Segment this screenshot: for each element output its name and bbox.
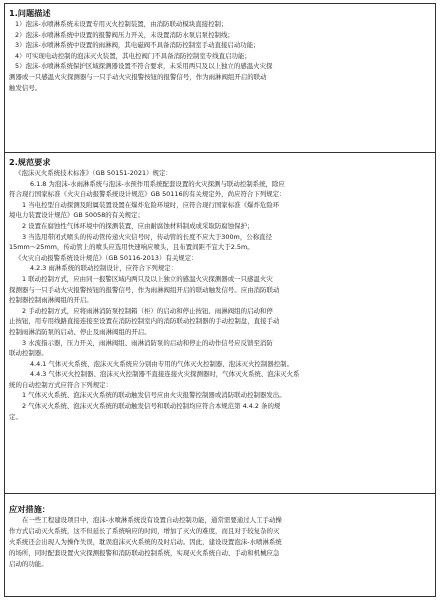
clause-line: 2 气体灭火系统、泡沫灭火系统的联动触发信号和联动控制均应符合本规范第 4.4.2 条的规 [22, 402, 281, 411]
clause-line: 1 联动控制方式，应由同一报警区域内两只及以上独立的感温火灾探测器或一只感温火灾 [22, 274, 273, 283]
clause-line: 3 水流指示器，压力开关，雨淋阀组、雨淋消防泵的启动和停止的动作信号应反馈至消防 [22, 338, 273, 347]
clause-line: 控制器控制雨淋阀组的开启。 [9, 296, 93, 305]
clause-line: 控制雨淋消防泵的启动、停止及雨淋阀组的开启。 [9, 327, 151, 336]
clause-line: 止按钮，用专用线路直接连接至设置在消防控制室内的消防联动控制器的手动控制盘，直接手动 [9, 317, 280, 326]
requirements-heading: 2.规范要求 [9, 157, 51, 167]
problem-line: 触发信号。 [9, 83, 42, 92]
problem-line: 5）泡沫-水喷淋系统保护区域探测器设置不符合要求，未采用两只及以上独立的感温火灾探 [15, 62, 273, 71]
measures-line: 火系统还会出现人为操作失误，耽误泡沫灭火系统的及时启动。因此，建设设置泡沫-水喷淋系统 [9, 538, 282, 546]
measures-heading: 应对措施： [9, 504, 50, 514]
clause-line: 符合现行国家标准《火灾自动报警系统设计规范》GB 50116的有关规定外，尚应符合下列规定： [9, 190, 286, 199]
standard-title: 《泡沫灭火系统技术标准》（GB 50151-2021）规定： [15, 169, 172, 177]
standard-title: 《火灾自动报警系统设计规范》（GB 50116-2013）有关规定： [15, 253, 198, 262]
clause-line: 1 当电控型自动探测及附属装置设置在爆炸危险环境时，应符合现行国家标准《爆炸危险环 [22, 200, 280, 209]
clause-line: 15mm～25mm，传动管上的喷头应选用快速响应喷头，且布置间距不宜大于2.5m。 [9, 243, 254, 252]
problem-section [5, 4, 435, 152]
clause-line: 3 当选用带闭式喷头的传动管传递火灾信号时，传动管的长度不应大于300m，公称直径 [22, 232, 273, 241]
problem-heading: 1.问题描述 [9, 8, 51, 18]
clause-line: 探测器与一只手动火灾报警按钮的报警信号，作为雨淋阀组开启的联动触发信号。应由消防联动 [9, 285, 280, 294]
clause-line: 2 设置在腐蚀性气体环境中的探测装置，应由耐腐蚀材料制成或采取防腐蚀保护； [22, 221, 254, 230]
requirements-section [5, 152, 435, 493]
clause-line: 境电力装置设计规范》GB 50058的有关规定； [9, 211, 144, 220]
clause-line: 1 气体灭火系统、泡沫灭火系统的联动触发信号应由火灾报警控制器或消防联动控制器发出。 [22, 391, 286, 400]
measures-line: 启动的功能。 [9, 560, 48, 568]
measures-line: 的场所，同时配套设置火灾探测报警和消防联动控制系统，实现灭火系统自动、手动和机械应急 [9, 549, 280, 557]
clause-line: 联动控制器。 [9, 349, 48, 358]
clause-line: 4.4.3 气体灭火控制器、泡沫灭火控制器不直接连接火灾探测器时，气体灭火系统、泡沫灭火系 [30, 370, 300, 379]
problem-line: 2）泡沫-水喷淋系统中设置的报警阀压力开关，未设置消防水泵启泵控制线； [15, 30, 234, 39]
clause-line: 4.4.1 气体灭火系统、泡沫灭火系统应分别由专用的气体灭火控制器、泡沫灭火控制器控制。 [30, 359, 294, 368]
problem-line: 1）泡沫-水喷淋系统未设置专用灭火控制装置，由消防联动模块直接控制； [15, 20, 228, 28]
problem-line: 3）泡沫-水喷淋系统中设置的雨淋阀，其电磁阀不具备消防控制室手动直接启动功能； [15, 41, 260, 50]
measures-line: 在一些工程建设项目中，泡沫-水喷淋系统没有设置自动控制功能，通常需要通过人工手动操 [22, 516, 282, 524]
problem-line: 测器或一只感温火灾探测器与一只手动火灾报警按钮的报警信号，作为雨淋阀组开启的联动 [9, 72, 267, 81]
measures-line: 作方式启动灭火系统，这不但延长了系统响应的时间，增加了灭火的难度，而且对于较复杂的灭 [9, 527, 280, 535]
clause-line: 4.2.3 雨淋系统的联动控制设计，应符合下列规定： [30, 264, 178, 273]
clause-line: 2 手动控制方式，应将雨淋消防泵控制箱（柜）的启动和停止按钮、雨淋阀组的启动和停 [22, 306, 273, 315]
clause-line: 统的自动控制方式应符合下列规定： [9, 380, 113, 389]
clause-line: 6.1.8 为泡沫-水雨淋系统与泡沫-水预作用系统配套设置的火灾探测与联动控制系统，除应 [30, 179, 285, 188]
document-page [4, 3, 436, 597]
problem-line: 4）可实现电动控制的泡沫灭火装置，其电控阀门不具备消防控制室专线直启功能； [15, 51, 251, 60]
clause-line: 定。 [9, 412, 22, 421]
measures-section [5, 493, 435, 598]
